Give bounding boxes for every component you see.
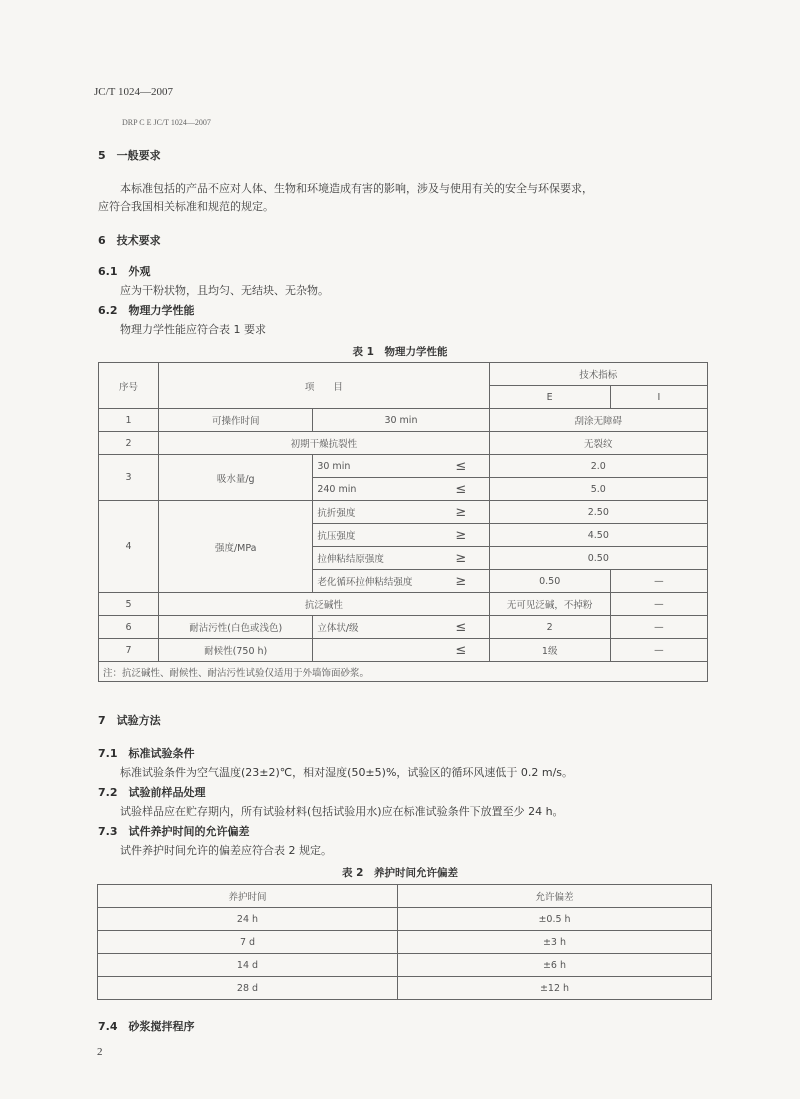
section-6-1-body: 应为干粉状物，且均匀、无结块、无杂物。 xyxy=(120,284,329,297)
header-tolerance: 允许偏差 xyxy=(398,885,712,908)
header-e: E xyxy=(489,386,610,409)
table-note-row: 注：抗泛碱性、耐候性、耐沾污性试验仅适用于外墙饰面砂浆。 xyxy=(99,662,708,682)
section-6-heading: 6 技术要求 xyxy=(98,234,161,247)
section-7-3-heading: 7.3 试件养护时间的允许偏差 xyxy=(98,825,250,838)
table-row: 2 初期干燥抗裂性 无裂纹 xyxy=(99,432,708,455)
table-row: 7 耐候性(750 h) ≤ 1级 — xyxy=(99,639,708,662)
page-number: 2 xyxy=(97,1046,103,1058)
standard-code: JC/T 1024—2007 xyxy=(94,86,173,98)
table-1-caption: 表 1 物理力学性能 xyxy=(352,346,448,358)
table-row: 拉伸粘结原强度 ≥ 0.50 xyxy=(99,547,708,570)
table-row: 240 min ≤ 5.0 xyxy=(99,478,708,501)
section-7-1-heading: 7.1 标准试验条件 xyxy=(98,747,195,760)
table-row: 1 可操作时间 30 min 刮涂无障碍 xyxy=(99,409,708,432)
section-6-2-heading: 6.2 物理力学性能 xyxy=(98,304,195,317)
section-5-heading: 5 一般要求 xyxy=(98,149,161,162)
table-row: 5 抗泛碱性 无可见泛碱，不掉粉 — xyxy=(99,593,708,616)
table-2-caption: 表 2 养护时间允许偏差 xyxy=(342,867,458,879)
header-i: I xyxy=(610,386,707,409)
section-6-2-body: 物理力学性能应符合表 1 要求 xyxy=(120,323,266,336)
table-2 xyxy=(97,884,712,1000)
table-row: 4 强度/MPa 抗折强度 ≥ 2.50 xyxy=(99,501,708,524)
table-row: 7 d ±3 h xyxy=(98,931,712,954)
table-row: 28 d ±12 h xyxy=(98,977,712,1000)
table-1 xyxy=(98,362,708,682)
header-curing-time: 养护时间 xyxy=(98,885,398,908)
header-spec: 技术指标 xyxy=(489,363,707,386)
header-no: 序号 xyxy=(99,363,159,409)
table-row: 3 吸水量/g 30 min ≤ 2.0 xyxy=(99,455,708,478)
section-5-body-line2: 应符合我国相关标准和规范的规定。 xyxy=(98,200,274,213)
standard-subcode: DRP C E JC/T 1024—2007 xyxy=(122,118,211,127)
section-7-2-body: 试验样品应在贮存期内，所有试验材料(包括试验用水)应在标准试验条件下放置至少 24 h。 xyxy=(120,805,564,818)
table-row: 抗压强度 ≥ 4.50 xyxy=(99,524,708,547)
table-row: 老化循环拉伸粘结强度 ≥ 0.50 — xyxy=(99,570,708,593)
section-7-heading: 7 试验方法 xyxy=(98,714,161,727)
header-item: 项 目 xyxy=(159,363,490,409)
section-7-1-body: 标准试验条件为空气温度(23±2)℃，相对湿度(50±5)%，试验区的循环风速低于 0.2 m/s。 xyxy=(120,766,574,779)
table-row: 14 d ±6 h xyxy=(98,954,712,977)
section-7-3-body: 试件养护时间允许的偏差应符合表 2 规定。 xyxy=(120,844,332,857)
section-5-body-line1: 本标准包括的产品不应对人体、生物和环境造成有害的影响，涉及与使用有关的安全与环保要求， xyxy=(120,182,593,195)
section-6-1-heading: 6.1 外观 xyxy=(98,265,151,278)
section-7-2-heading: 7.2 试验前样品处理 xyxy=(98,786,206,799)
table-row: 24 h ±0.5 h xyxy=(98,908,712,931)
table-row: 6 耐沾污性(白色或浅色) 立体状/级 ≤ 2 — xyxy=(99,616,708,639)
section-7-4-heading: 7.4 砂浆搅拌程序 xyxy=(98,1020,195,1033)
